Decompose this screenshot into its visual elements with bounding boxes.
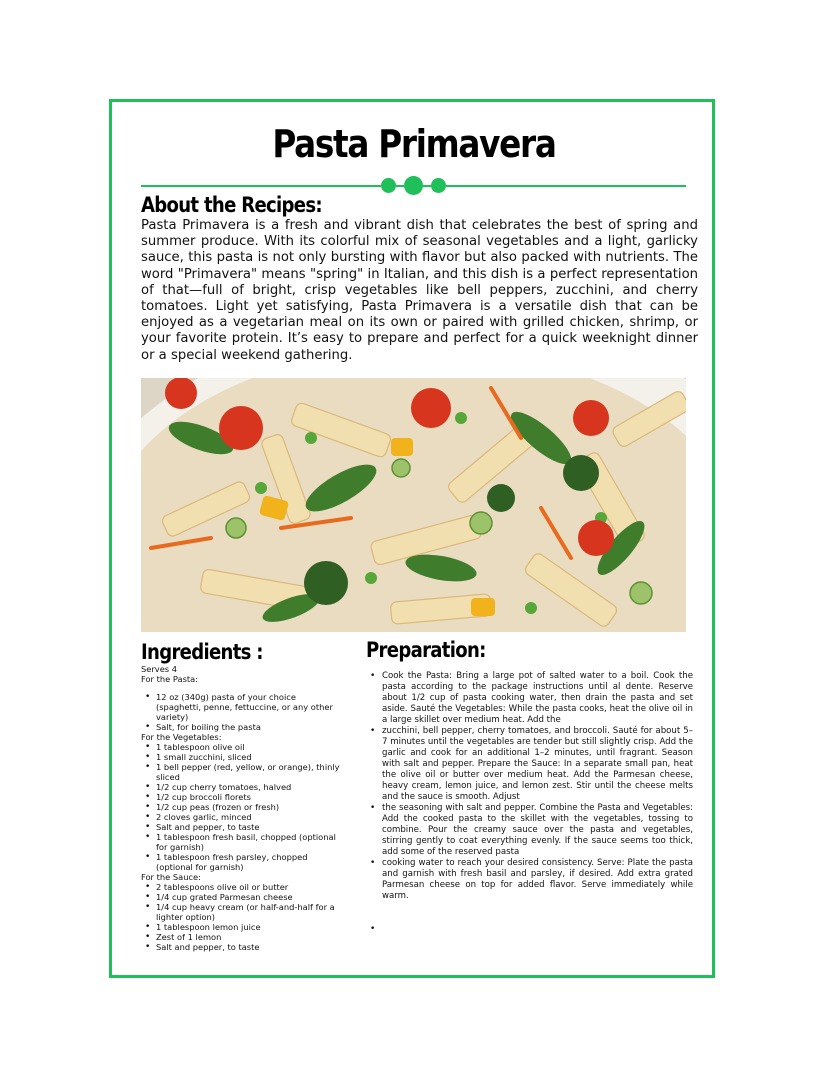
list-item: • 1/2 cup peas (frozen or fresh) [156,802,341,812]
list-item: • 1/2 cup cherry tomatoes, halved [156,782,341,792]
list-item: • 1 tablespoon lemon juice [156,922,341,932]
ingredients-heading: Ingredients : [141,640,263,664]
list-item: • Salt, for boiling the pasta [156,722,341,732]
list-item: • 1/2 cup broccoli florets [156,792,341,802]
list-item: • 1/4 cup grated Parmesan cheese [156,892,341,902]
divider-dot [404,176,423,195]
serves-text: Serves 4 [141,664,178,674]
divider-right [446,185,686,187]
list-item: • Salt and pepper, to taste [156,942,341,952]
divider-mid [396,185,404,187]
list-item: • Salt and pepper, to taste [156,822,341,832]
sauce-label: For the Sauce: [141,872,201,882]
about-heading: About the Recipes: [141,193,322,217]
divider-dot [431,178,446,193]
preparation-heading: Preparation: [366,638,486,662]
divider-dot [381,178,396,193]
list-item: • 1 small zucchini, sliced [156,752,341,762]
list-item: • cooking water to reach your desired consistency. Serve: Plate the pasta and garnish with fresh basil and parsley, if desired. Add extra grated Parmesan cheese on top for added flavor. Serve immediately while warm. [382,858,693,902]
divider-left [141,185,381,187]
ingredients-list [141,664,341,952]
list-item: • Zest of 1 lemon [156,932,341,942]
list-item: • 2 cloves garlic, minced [156,812,341,822]
divider-mid [423,185,431,187]
list-item: • 1 tablespoon fresh parsley, chopped (optional for garnish) [156,852,341,872]
list-item: • 1 tablespoon olive oil [156,742,341,752]
about-text: Pasta Primavera is a fresh and vibrant dish that celebrates the best of spring and summer produce. With its colorful mix of seasonal vegetables and a light, garlicky sauce, this pasta is not only bursting with flavor but also packed with nutrients. The word "Primavera" means "spring" in Italian, and this dish is a perfect representation of that—full of bright, crisp vegetables like bell peppers, zucchini, and cherry tomatoes. Light yet satisfying, Pasta Primavera is a versatile dish that can be enjoyed as a vegetarian meal on its own or paired with grilled chicken, shrimp, or your favorite protein. It’s easy to prepare and perfect for a quick weeknight dinner or a special weekend gathering. [141,218,698,363]
list-item: • 1/4 cup heavy cream (or half-and-half for a lighter option) [156,902,341,922]
list-item: • 1 tablespoon fresh basil, chopped (optional for garnish) [156,832,341,852]
pasta-photo [141,378,686,632]
pasta-label: For the Pasta: [141,674,199,684]
list-item: • 1 bell pepper (red, yellow, or orange), thinly sliced [156,762,341,782]
list-item: • 2 tablespoons olive oil or butter [156,882,341,892]
pasta-ingredients [141,692,341,732]
list-item: • 12 oz (340g) pasta of your choice (spaghetti, penne, fettuccine, or any other variety) [156,692,341,722]
sauce-ingredients [141,882,341,952]
list-item: • Cook the Pasta: Bring a large pot of salted water to a boil. Cook the pasta according to the package instructions until al dente. Reserve about 1/2 cup of pasta cooking water, then drain the pasta and set aside. Sauté the Vegetables: While the pasta cooks, heat the olive oil in a large skillet over medium heat. Add the [382,671,693,726]
list-item: • the seasoning with salt and pepper. Combine the Pasta and Vegetables: Add the cooked pasta to the skillet with the vegetables, tossing to combine. Pour the creamy sauce over the pasta and vegetables, stirring gently to coat everything evenly. If the sauce seems too thick, add some of the reserved pasta [382,803,693,858]
list-item: • zucchini, bell pepper, cherry tomatoes, and broccoli. Sauté for about 5–7 minutes until the vegetables are tender but still slightly crisp. Add the garlic and cook for an additional 1–2 minutes, until fragrant. Season with salt and pepper. Prepare the Sauce: In a separate small pan, heat the olive oil or butter over medium heat. Add the Parmesan cheese, heavy cream, lemon juice, and lemon zest. Stir until the cheese melts and the sauce is smooth. Adjust [382,726,693,803]
preparation-steps [368,671,693,902]
veg-label: For the Vegetables: [141,732,222,742]
page-title: Pasta Primavera [272,122,556,166]
vegetable-ingredients [141,742,341,872]
